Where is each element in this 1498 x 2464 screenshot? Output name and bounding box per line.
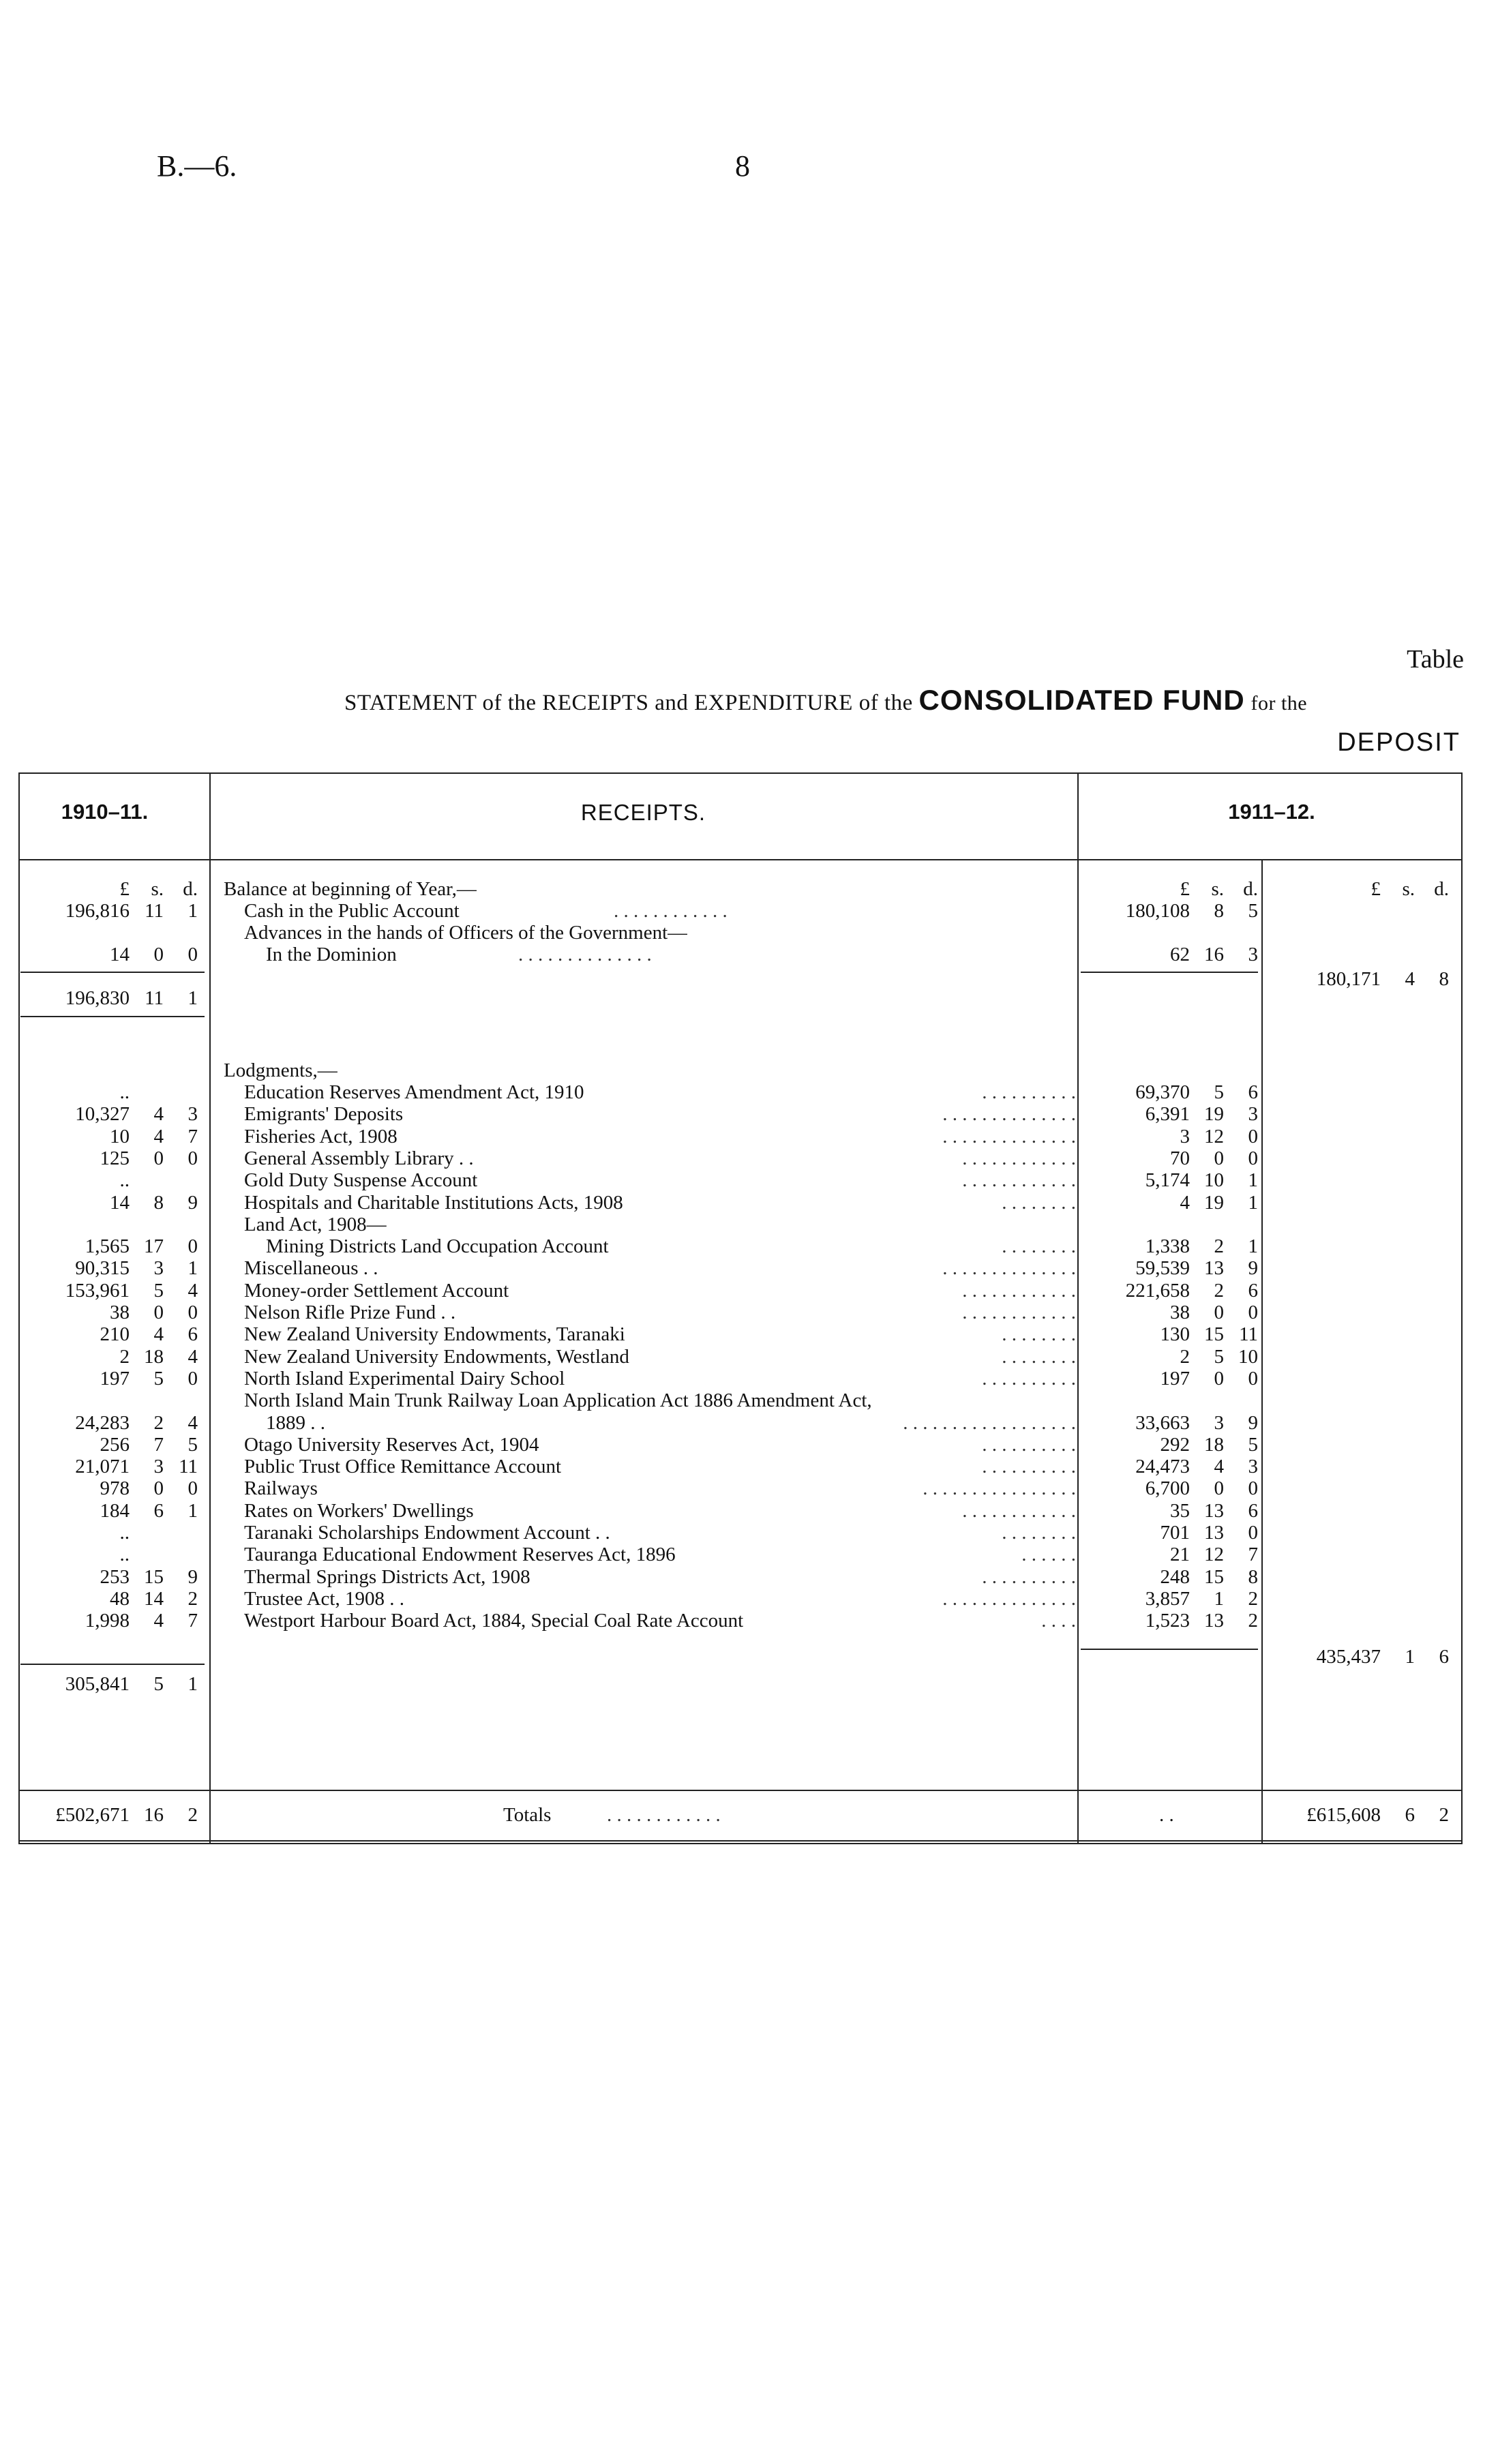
section-rule <box>20 1016 205 1017</box>
amount-pence: 7 <box>1248 1544 1258 1565</box>
amount-pence: 1 <box>188 987 198 1009</box>
amount-pence: 0 <box>188 1147 198 1169</box>
amount-pounds: 10,327 <box>75 1103 130 1125</box>
lodgment-label: General Assembly Library . . <box>244 1147 474 1169</box>
amount-pounds: 196,816 <box>65 900 130 922</box>
lodgment-label: New Zealand University Endowments, Westland <box>244 1346 629 1368</box>
lodgment-row <box>0 1477 1498 1499</box>
amount-pounds: 130 <box>1160 1323 1190 1345</box>
leader-dots: . . . . . . . . . . . . <box>962 1280 1076 1302</box>
lodgment-label: Land Act, 1908— <box>244 1214 387 1235</box>
amount-pence: 0 <box>1248 1302 1258 1323</box>
amount-pence: 7 <box>188 1126 198 1147</box>
amount-shillings: 5 <box>153 1368 164 1389</box>
lodgments-heading: Lodgments,— <box>224 1060 338 1081</box>
amount-pounds: 256 <box>100 1434 130 1456</box>
lodgment-row <box>0 1588 1498 1610</box>
amount-shillings: 0 <box>1214 1302 1224 1323</box>
amount-shillings: 12 <box>1204 1544 1224 1565</box>
pound-unit: £ <box>1370 878 1381 900</box>
table-label: Table <box>1407 645 1464 674</box>
lodgment-row <box>0 1192 1498 1214</box>
amount-shillings: 0 <box>153 1147 164 1169</box>
col-head-1910-11: 1910–11. <box>61 800 149 824</box>
total-pence: 2 <box>188 1804 198 1826</box>
lodgment-row <box>0 1456 1498 1477</box>
lodgments-subtotal-rule <box>20 1664 205 1665</box>
amount-shillings: 5 <box>153 1280 164 1302</box>
amount-pence: 1 <box>188 1673 198 1695</box>
amount-shillings: 11 <box>145 900 164 922</box>
amount-pence: 0 <box>188 1368 198 1389</box>
amount-pence: 6 <box>1248 1081 1258 1103</box>
amount-pounds: 38 <box>110 1302 130 1323</box>
amount-shillings: 4 <box>1405 968 1415 990</box>
lodgment-row <box>0 1302 1498 1323</box>
amount-pounds: 14 <box>110 944 130 965</box>
amount-shillings <box>130 1522 164 1544</box>
amount-pounds: 21 <box>1170 1544 1190 1565</box>
lodgment-label: Mining Districts Land Occupation Account <box>266 1235 609 1257</box>
amount-shillings: 13 <box>1204 1257 1224 1279</box>
advances-row <box>0 922 1498 944</box>
amount-pounds: .. <box>119 1544 130 1565</box>
amount-shillings: 2 <box>153 1412 164 1434</box>
leader-dots: . . . . . . . . <box>1002 1235 1076 1257</box>
amount-shillings: 4 <box>153 1103 164 1125</box>
units-row <box>0 878 1498 900</box>
leader-dots: . . . . . . . . . . <box>982 1566 1076 1588</box>
amount-pounds: .. <box>119 1081 130 1103</box>
amount-pence: 4 <box>188 1346 198 1368</box>
amount-pounds: 701 <box>1160 1522 1190 1544</box>
amount-shillings: 7 <box>153 1434 164 1456</box>
lodgment-row <box>0 1103 1498 1125</box>
amount-shillings: 4 <box>153 1126 164 1147</box>
amount-pounds: 1,523 <box>1145 1610 1190 1632</box>
amount-pence: 3 <box>1248 1103 1258 1125</box>
amount-pence: 10 <box>1238 1346 1258 1368</box>
lodgment-row <box>0 1412 1498 1434</box>
leader-dots: . . . . . . . . <box>1002 1323 1076 1345</box>
amount-pence: 1 <box>1248 1192 1258 1214</box>
pound-unit: £ <box>1180 878 1190 900</box>
amount-pence: 2 <box>1248 1588 1258 1610</box>
amount-shillings: 10 <box>1204 1169 1224 1191</box>
lodgment-row <box>0 1500 1498 1522</box>
lodgment-row <box>0 1610 1498 1632</box>
amount-shillings: 8 <box>1214 900 1224 922</box>
lodgment-label: Public Trust Office Remittance Account <box>244 1456 562 1477</box>
amount-pounds: 24,473 <box>1135 1456 1190 1477</box>
lodgment-label: New Zealand University Endowments, Taranaki <box>244 1323 625 1345</box>
lodgment-label: North Island Experimental Dairy School <box>244 1368 565 1389</box>
amount-pounds: 35 <box>1170 1500 1190 1522</box>
amount-shillings: 11 <box>145 987 164 1009</box>
amount-shillings: 8 <box>153 1192 164 1214</box>
amount-pence: 11 <box>179 1456 198 1477</box>
amount-pounds: 6,391 <box>1145 1103 1190 1125</box>
total-pounds: £615,608 <box>1306 1804 1381 1826</box>
amount-shillings: 0 <box>153 1477 164 1499</box>
leader-dots: . . . . . . . . . . <box>982 1434 1076 1456</box>
lodgment-label: Gold Duty Suspense Account <box>244 1169 478 1191</box>
pence-unit: d. <box>1243 878 1258 900</box>
amount-pounds: 3,857 <box>1145 1588 1190 1610</box>
lodgments-heading-row <box>0 1060 1498 1081</box>
shilling-unit: s. <box>1211 878 1224 900</box>
amount-shillings: 13 <box>1204 1500 1224 1522</box>
lodgment-row <box>0 1566 1498 1588</box>
lodgment-label: Emigrants' Deposits <box>244 1103 404 1125</box>
amount-pounds: 48 <box>110 1588 130 1610</box>
amount-pounds: 90,315 <box>75 1257 130 1279</box>
amount-pence <box>164 1081 198 1103</box>
lodgment-label: Otago University Reserves Act, 1904 <box>244 1434 539 1456</box>
leader-dots: . . . . . . . . . . <box>982 1368 1076 1389</box>
amount-pence: 8 <box>1439 968 1449 990</box>
leader-dots: . . . . . . . . <box>1002 1522 1076 1544</box>
lodgment-row <box>0 1257 1498 1279</box>
amount-pence: 0 <box>188 1235 198 1257</box>
totals-divider <box>18 1790 1463 1791</box>
lodgment-row <box>0 1434 1498 1456</box>
amount-shillings: 6 <box>153 1500 164 1522</box>
leader-dots: . . . . . . . . . . . . <box>962 1500 1076 1522</box>
leader-dots: . . . . . . . . . . . . . . . . . . <box>903 1412 1076 1434</box>
amount-pounds: 197 <box>100 1368 130 1389</box>
amount-shillings: 0 <box>1214 1368 1224 1389</box>
page-header-ref: B.—6. <box>157 149 237 183</box>
amount-pounds: 2 <box>119 1346 130 1368</box>
amount-shillings: 0 <box>153 1302 164 1323</box>
lodgments-subtotal-cur-row <box>0 1646 1498 1668</box>
amount-shillings: 4 <box>153 1610 164 1632</box>
total-pounds: £502,671 <box>55 1804 130 1826</box>
amount-shillings: 19 <box>1204 1192 1224 1214</box>
amount-pounds: 221,658 <box>1125 1280 1190 1302</box>
amount-pence: 1 <box>188 900 198 922</box>
amount-shillings: 19 <box>1204 1103 1224 1125</box>
lodgment-row <box>0 1389 1498 1411</box>
amount-shillings: 4 <box>153 1323 164 1345</box>
total-pence: 2 <box>1439 1804 1449 1826</box>
amount-pounds: 6,700 <box>1145 1477 1190 1499</box>
leader-dots: . . . . . . . . . . . . . . <box>942 1257 1076 1279</box>
leader-dots: . . . . . . . . . . . . <box>962 1302 1076 1323</box>
leader-dots: . . . . . . . . <box>1002 1346 1076 1368</box>
lodgment-label: 1889 . . <box>266 1412 325 1434</box>
amount-shillings: 12 <box>1204 1126 1224 1147</box>
leader-dots: . . . . . . <box>1021 1544 1076 1565</box>
total-shillings: 6 <box>1405 1804 1415 1826</box>
lodgment-label: Taranaki Scholarships Endowment Account . . <box>244 1522 610 1544</box>
balance-heading: Balance at beginning of Year,— <box>224 878 477 900</box>
lodgment-label: Fisheries Act, 1908 <box>244 1126 398 1147</box>
amount-shillings: 17 <box>144 1235 164 1257</box>
amount-pence: 0 <box>1248 1477 1258 1499</box>
leader-dots: . . . . . . . . . . . . . . <box>942 1103 1076 1125</box>
cash-label: Cash in the Public Account <box>244 900 460 922</box>
amount-pence: 9 <box>1248 1412 1258 1434</box>
amount-pounds: 197 <box>1160 1368 1190 1389</box>
leader-dots: . . . . . . . . . . . . . . <box>942 1588 1076 1610</box>
totals-row <box>0 1804 1498 1826</box>
amount-shillings: 4 <box>1214 1456 1224 1477</box>
lodgment-label: Trustee Act, 1908 . . <box>244 1588 404 1610</box>
shilling-unit: s. <box>1402 878 1415 900</box>
amount-pounds: 248 <box>1160 1566 1190 1588</box>
amount-shillings: 0 <box>153 944 164 965</box>
lodgment-label: North Island Main Trunk Railway Loan Application Act 1886 Amendment Act, <box>244 1389 872 1411</box>
lodgment-row <box>0 1147 1498 1169</box>
amount-pence: 11 <box>1239 1323 1258 1345</box>
amount-pounds: 10 <box>110 1126 130 1147</box>
amount-shillings: 3 <box>153 1257 164 1279</box>
amount-pence <box>164 1544 198 1565</box>
amount-pounds: 4 <box>1180 1192 1190 1214</box>
lodgment-row <box>0 1280 1498 1302</box>
amount-shillings: 15 <box>1204 1566 1224 1588</box>
amount-shillings: 2 <box>1214 1280 1224 1302</box>
amount-pounds: 59,539 <box>1135 1257 1190 1279</box>
leader-dots: . . . . . . . . . . . . <box>607 1804 721 1826</box>
amount-pounds: 14 <box>110 1192 130 1214</box>
leader-dots: . . . . . . . . . . . . . . <box>942 1126 1076 1147</box>
amount-pence: 9 <box>188 1566 198 1588</box>
amount-pounds: 1,998 <box>85 1610 130 1632</box>
amount-pence: 6 <box>1248 1280 1258 1302</box>
leader-dots: . . . . . . . . . . . . <box>962 1169 1076 1191</box>
amount-pence: 5 <box>1248 900 1258 922</box>
lodgments-subtotal-prev-row <box>0 1673 1498 1695</box>
amount-pounds: 125 <box>100 1147 130 1169</box>
amount-pence: 0 <box>188 1477 198 1499</box>
amount-pounds: 180,108 <box>1125 900 1190 922</box>
amount-pence: 6 <box>1248 1500 1258 1522</box>
lodgment-row <box>0 1323 1498 1345</box>
amount-shillings: 14 <box>144 1588 164 1610</box>
amount-shillings <box>130 1544 164 1565</box>
lodgment-row <box>0 1235 1498 1257</box>
amount-shillings: 5 <box>153 1673 164 1695</box>
amount-pence: 3 <box>1248 944 1258 965</box>
amount-pence: 0 <box>1248 1147 1258 1169</box>
amount-shillings: 18 <box>144 1346 164 1368</box>
amount-shillings: 5 <box>1214 1346 1224 1368</box>
leader-dots: . . . . . . . . . . <box>982 1081 1076 1103</box>
amount-shillings: 1 <box>1214 1588 1224 1610</box>
amount-pounds: 2 <box>1180 1346 1190 1368</box>
amount-shillings: 13 <box>1204 1610 1224 1632</box>
col-head-receipts: RECEIPTS. <box>580 800 706 825</box>
lodgment-row <box>0 1544 1498 1565</box>
amount-shillings: 16 <box>1204 944 1224 965</box>
amount-pence: 4 <box>188 1280 198 1302</box>
amount-pence: 0 <box>188 1302 198 1323</box>
amount-pence: 5 <box>1248 1434 1258 1456</box>
lodgment-label: Education Reserves Amendment Act, 1910 <box>244 1081 584 1103</box>
amount-pounds: 3 <box>1180 1126 1190 1147</box>
pence-unit: d. <box>183 878 198 900</box>
deposit-heading: DEPOSIT <box>1337 728 1460 757</box>
lodgment-label: Miscellaneous . . <box>244 1257 378 1279</box>
amount-pence <box>164 1169 198 1191</box>
amount-pounds: 38 <box>1170 1302 1190 1323</box>
amount-pence <box>164 1522 198 1544</box>
amount-pounds: 69,370 <box>1135 1081 1190 1103</box>
fund-name: CONSOLIDATED FUND <box>918 684 1245 716</box>
lodgment-label: Thermal Springs Districts Act, 1908 <box>244 1566 530 1588</box>
cash-row <box>0 900 1498 922</box>
amount-shillings: 5 <box>1214 1081 1224 1103</box>
amount-shillings <box>130 1081 164 1103</box>
amount-pounds: 292 <box>1160 1434 1190 1456</box>
amount-shillings: 1 <box>1405 1646 1415 1668</box>
lodgment-label: Rates on Workers' Dwellings <box>244 1500 474 1522</box>
leader-dots: . . . . . . . . . . <box>982 1456 1076 1477</box>
amount-shillings: 2 <box>1214 1235 1224 1257</box>
amount-pounds: 305,841 <box>65 1673 130 1695</box>
lodgment-row <box>0 1368 1498 1389</box>
balance-subtotal-prev-row <box>0 987 1498 1009</box>
amount-shillings: 18 <box>1204 1434 1224 1456</box>
leader-dots: . . . . . . . . . . . . . . . . <box>923 1477 1076 1499</box>
amount-pounds: 70 <box>1170 1147 1190 1169</box>
leader-dots: . . . . . . . . . . . . <box>614 900 728 922</box>
lodgment-label: Railways <box>244 1477 318 1499</box>
leader-dots: . . . . . . . . <box>1002 1192 1076 1214</box>
page-number: 8 <box>735 149 750 183</box>
amount-pence: 6 <box>1439 1646 1449 1668</box>
amount-pounds: 33,663 <box>1135 1412 1190 1434</box>
amount-pence: 7 <box>188 1610 198 1632</box>
amount-pounds: 153,961 <box>65 1280 130 1302</box>
lodgment-label: Money-order Settlement Account <box>244 1280 509 1302</box>
advances-heading: Advances in the hands of Officers of the Government— <box>244 922 688 944</box>
amount-pounds: 253 <box>100 1566 130 1588</box>
totals-label: Totals <box>503 1804 552 1826</box>
amount-pence: 2 <box>188 1588 198 1610</box>
amount-pence: 1 <box>188 1257 198 1279</box>
amount-pounds: 1,338 <box>1145 1235 1190 1257</box>
amount-shillings: 3 <box>153 1456 164 1477</box>
for-the: for the <box>1250 692 1308 715</box>
amount-pounds: 184 <box>100 1500 130 1522</box>
header-divider <box>18 859 1463 860</box>
amount-shillings <box>130 1169 164 1191</box>
amount-pence: 1 <box>1248 1235 1258 1257</box>
lodgment-row <box>0 1126 1498 1147</box>
lodgment-row <box>0 1081 1498 1103</box>
amount-shillings: 13 <box>1204 1522 1224 1544</box>
lodgment-label: Tauranga Educational Endowment Reserves Act, 1896 <box>244 1544 676 1565</box>
dominion-row <box>0 944 1498 965</box>
amount-pence: 3 <box>1248 1456 1258 1477</box>
amount-pounds: 62 <box>1170 944 1190 965</box>
amount-shillings: 0 <box>1214 1147 1224 1169</box>
amount-pounds: 978 <box>100 1477 130 1499</box>
amount-pence: 0 <box>1248 1126 1258 1147</box>
amount-pounds: .. <box>119 1522 130 1544</box>
totals-middle: . . <box>1159 1804 1174 1826</box>
lodgment-label: Hospitals and Charitable Institutions Acts, 1908 <box>244 1192 623 1214</box>
amount-pence: 0 <box>1248 1368 1258 1389</box>
pence-unit: d. <box>1434 878 1449 900</box>
lodgment-label: Nelson Rifle Prize Fund . . <box>244 1302 456 1323</box>
amount-pence: 3 <box>188 1103 198 1125</box>
amount-pence: 5 <box>188 1434 198 1456</box>
amount-pounds: 196,830 <box>65 987 130 1009</box>
shilling-unit: s. <box>151 878 164 900</box>
lodgment-row <box>0 1522 1498 1544</box>
amount-pounds: 180,171 <box>1316 968 1381 990</box>
statement-title <box>344 684 1307 717</box>
col-head-1911-12: 1911–12. <box>1228 800 1315 824</box>
amount-pence: 4 <box>188 1412 198 1434</box>
amount-pounds: 5,174 <box>1145 1169 1190 1191</box>
amount-pence: 9 <box>188 1192 198 1214</box>
amount-pence: 9 <box>1248 1257 1258 1279</box>
lodgment-row <box>0 1346 1498 1368</box>
amount-pounds: 1,565 <box>85 1235 130 1257</box>
leader-dots: . . . . <box>1041 1610 1076 1632</box>
amount-pence: 2 <box>1248 1610 1258 1632</box>
amount-pounds: .. <box>119 1169 130 1191</box>
amount-pounds: 24,283 <box>75 1412 130 1434</box>
amount-pence: 0 <box>1248 1522 1258 1544</box>
lodgment-row <box>0 1214 1498 1235</box>
pound-unit: £ <box>119 878 130 900</box>
amount-pounds: 21,071 <box>75 1456 130 1477</box>
lodgment-label: Westport Harbour Board Act, 1884, Special Coal Rate Account <box>244 1610 744 1632</box>
amount-pence: 8 <box>1248 1566 1258 1588</box>
amount-pounds: 210 <box>100 1323 130 1345</box>
leader-dots: . . . . . . . . . . . . . . <box>518 944 652 965</box>
amount-shillings: 3 <box>1214 1412 1224 1434</box>
amount-pence: 1 <box>1248 1169 1258 1191</box>
amount-shillings: 15 <box>1204 1323 1224 1345</box>
amount-pence: 6 <box>188 1323 198 1345</box>
leader-dots: . . . . . . . . . . . . <box>962 1147 1076 1169</box>
amount-pounds: 435,437 <box>1316 1646 1381 1668</box>
amount-shillings: 0 <box>1214 1477 1224 1499</box>
bottom-double-rule <box>18 1840 1463 1842</box>
amount-shillings: 15 <box>144 1566 164 1588</box>
amount-pence: 1 <box>188 1500 198 1522</box>
statement-prefix: STATEMENT of the RECEIPTS and EXPENDITURE of the <box>344 691 913 715</box>
total-shillings: 16 <box>144 1804 164 1826</box>
lodgment-row <box>0 1169 1498 1191</box>
dominion-label: In the Dominion <box>266 944 397 965</box>
amount-pence: 0 <box>188 944 198 965</box>
